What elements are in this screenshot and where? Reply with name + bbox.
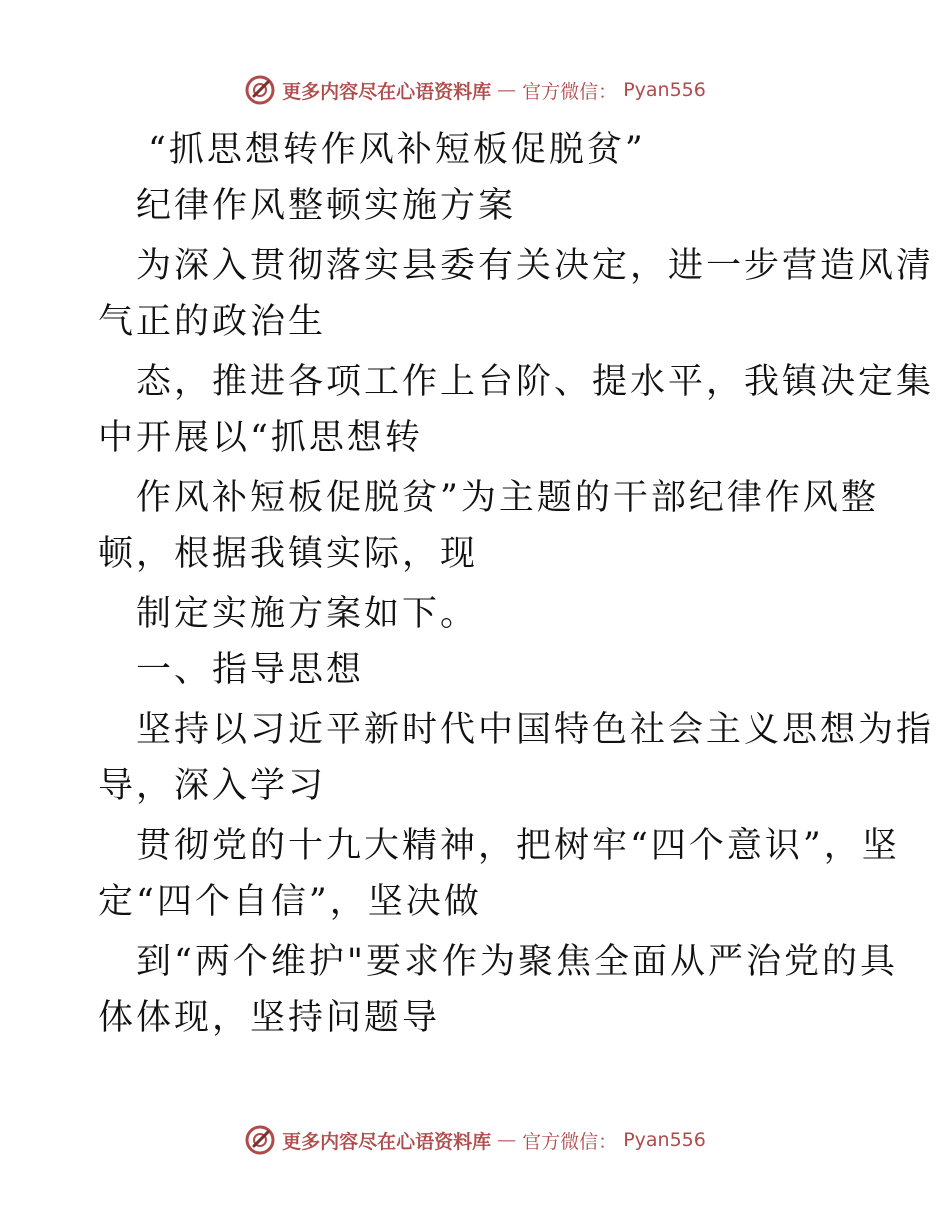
- paragraph-line: 导，深入学习: [98, 766, 327, 806]
- banner-brand-text: 更多内容尽在心语资料库: [282, 1130, 492, 1153]
- paragraph-line: 体体现，坚持问题导: [98, 998, 441, 1038]
- paragraph-line: 到“两个维护"要求作为聚焦全面从严治党的具: [136, 942, 898, 982]
- document-title-line-1: “抓思想转作风补短板促脱贫”: [148, 130, 646, 170]
- section-heading: 一、指导思想: [136, 650, 365, 690]
- paragraph-line: 为深入贯彻落实县委有关决定，进一步营造风清: [136, 246, 935, 286]
- paragraph-line: 态，推进各项工作上台阶、提水平，我镇决定集: [136, 362, 935, 402]
- header-banner: [0, 70, 950, 110]
- paragraph-line: 定“四个自信”，坚决做: [98, 882, 482, 922]
- paragraph-line: 中开展以“抓思想转: [98, 418, 423, 458]
- paragraph-line: 气正的政治生: [98, 302, 327, 342]
- banner-wechat-label: 官方微信：: [522, 80, 618, 103]
- document-title-line-2: 纪律作风整顿实施方案: [136, 186, 517, 226]
- banner-dash: —: [497, 79, 517, 101]
- paragraph-line: 顿，根据我镇实际，现: [98, 534, 479, 574]
- banner-wechat-label: 官方微信：: [522, 1130, 618, 1153]
- paragraph-line: 作风补短板促脱贫”为主题的干部纪律作风整: [136, 478, 879, 518]
- banner-wechat-id: Pyan556: [623, 79, 706, 101]
- banner-dash: —: [497, 1129, 517, 1151]
- banner-wechat-id: Pyan556: [623, 1129, 706, 1151]
- footer-banner: [0, 1120, 950, 1160]
- banner-brand-text: 更多内容尽在心语资料库: [282, 80, 492, 103]
- paragraph-line: 贯彻党的十九大精神，把树牢“四个意识”，坚: [136, 826, 900, 866]
- brand-logo-icon: [244, 1124, 276, 1156]
- brand-logo-icon: [244, 74, 276, 106]
- paragraph-line: 坚持以习近平新时代中国特色社会主义思想为指: [136, 710, 935, 750]
- paragraph-line: 制定实施方案如下。: [136, 594, 479, 634]
